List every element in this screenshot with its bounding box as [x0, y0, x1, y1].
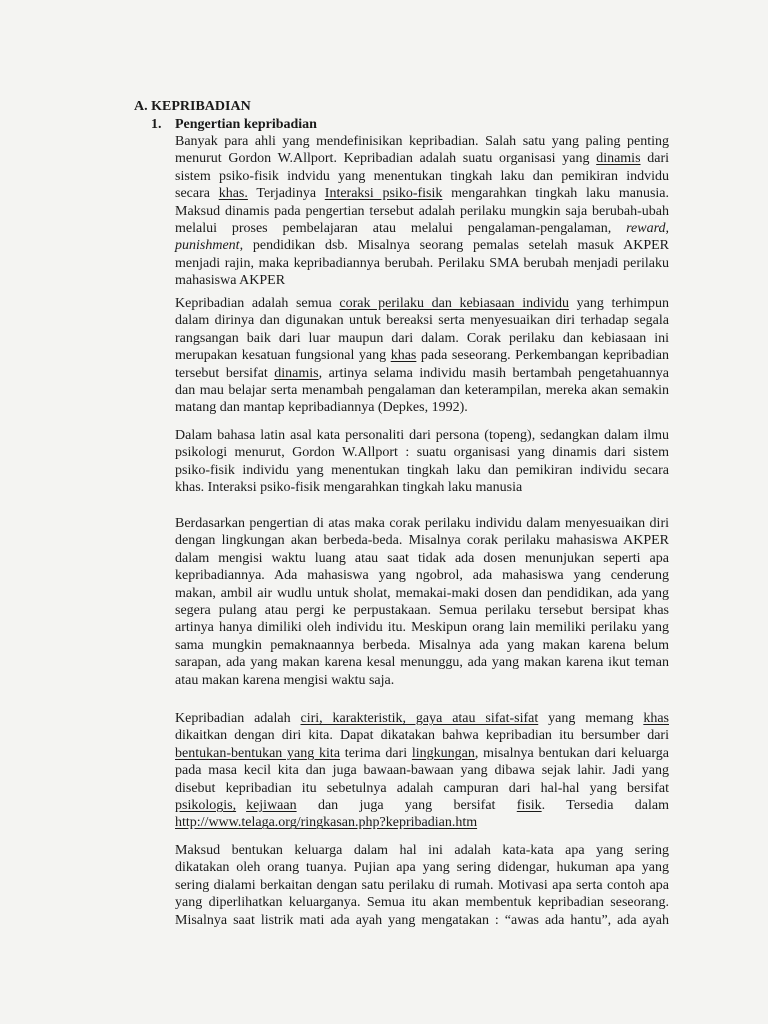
- paragraph-line: [175, 427, 669, 444]
- paragraph-line: [175, 567, 669, 584]
- paragraph-5: [175, 710, 669, 832]
- underlined-term: psikologis,: [175, 798, 237, 814]
- text-run: dikatakan oleh orang tuanya. Pujian apa yang sering didengar, hukuman apa yang: [175, 860, 669, 876]
- text-run: matang dan mantap kepribadiannya (Depkes, 1992).: [175, 400, 468, 416]
- underlined-term: lingkungan: [411, 745, 475, 761]
- underlined-term: ciri, karakteristik, gaya atau sifat-sifat: [300, 711, 539, 726]
- text-run: dikaitkan dengan diri kita. Dapat dikatakan bahwa kepribadian itu bersumber dari: [175, 728, 669, 744]
- paragraph-line: [175, 710, 669, 727]
- text-run: ,: [607, 221, 612, 237]
- paragraph-6: [175, 842, 669, 929]
- text-run: Maksud bentukan keluarga dalam hal ini adalah kata-kata apa yang sering: [175, 843, 669, 858]
- source-link[interactable]: http://www.telaga.org/ringkasan.php?kepribadian.htm: [175, 815, 478, 831]
- text-run: Terjadinya: [247, 186, 325, 202]
- paragraph-line: [175, 727, 669, 744]
- paragraph-line: [175, 220, 669, 237]
- text-run: yang memang: [538, 711, 644, 726]
- text-run: menurut Gordon W.Allport. Kepribadian adalah suatu organisasi yang: [175, 151, 597, 167]
- underlined-term: fisik: [516, 798, 542, 814]
- paragraph-line: [175, 745, 669, 762]
- text-run: menjadi rajin, maka kepribadiannya berubah. Perilaku SMA berubah menjadi perilaku: [175, 255, 669, 271]
- paragraph-3: [175, 427, 669, 497]
- paragraph-line: [175, 462, 669, 479]
- text-run: dalam mengisi waktu luang atau saat tidak ada dosen menunjukan seperti apa: [175, 550, 669, 566]
- text-run: dan juga yang bersifat: [296, 798, 517, 814]
- text-run: . Tersedia dalam: [541, 798, 670, 814]
- text-run: dan mau belajar serta menambah pengalaman dan keterampilan, mereka akan semakin: [175, 383, 669, 399]
- paragraph-line: [175, 637, 669, 654]
- paragraph-line: [175, 312, 669, 329]
- paragraph-line: [175, 532, 669, 549]
- paragraph-line: [175, 672, 669, 689]
- italic-term: punishment: [175, 238, 240, 254]
- paragraph-line: [175, 585, 669, 602]
- paragraph-line: [175, 347, 669, 364]
- text-run: , pendidikan dsb. Misalnya seorang pemalas setelah masuk AKPER: [239, 238, 669, 254]
- text-run: sama mungkin pemaknaannya berbeda. Misalnya ada yang makan karena belum: [175, 637, 669, 653]
- underlined-term: kejiwaan: [246, 798, 297, 814]
- text-run: pada seseorang. Perkembangan kepribadian: [416, 348, 669, 364]
- text-run: Berdasarkan pengertian di atas maka corak perilaku individu dalam menyesuaikan diri: [175, 516, 669, 531]
- paragraph-line: [175, 133, 669, 150]
- text-run: mengarahkan tingkah laku manusia.: [442, 186, 670, 202]
- italic-term: reward,: [626, 221, 670, 237]
- text-run: melalui proses pembelajaran atau melalui pengalaman-pengalaman: [175, 221, 608, 237]
- subsection-number: 1.: [151, 117, 162, 132]
- text-run: disebut kepribadian itu sebetulnya adalah campuran dari hal-hal yang bersifat: [175, 780, 669, 796]
- paragraph-line: [175, 399, 669, 416]
- underlined-term: dinamis: [274, 365, 319, 381]
- paragraph-line: [175, 515, 669, 532]
- paragraph-line: [175, 894, 669, 911]
- paragraph-line: [175, 237, 669, 254]
- subsection-heading: [151, 116, 317, 134]
- text-run: dari: [640, 151, 669, 167]
- text-run: kepribadiannya. Ada mahasiswa yang ngobrol, ada mahasiswa yang cenderung: [175, 568, 669, 584]
- underlined-term: dinamis: [596, 151, 641, 167]
- paragraph-line: [175, 382, 669, 399]
- text-run: , artinya selama individu masih bertambah pengetahuannya: [318, 365, 670, 381]
- paragraph-line: [175, 654, 669, 671]
- text-run: secara: [175, 186, 219, 202]
- paragraph-line: [175, 168, 669, 185]
- underlined-term: bentukan-bentukan yang kita: [175, 745, 341, 761]
- text-run: sarapan, ada yang makan karena kesal menunggu, ada yang makan karena ikut teman: [175, 655, 669, 671]
- paragraph-line: [175, 842, 669, 859]
- paragraph-line: [175, 365, 669, 382]
- text-run: sistem psiko-fisik indvidu yang menentukan tingkah laku dan pemikiran indvidu: [175, 168, 669, 184]
- paragraph-line: [175, 550, 669, 567]
- paragraph-line: [175, 295, 669, 312]
- paragraph-line: [175, 859, 669, 876]
- underlined-term: khas.: [218, 186, 248, 202]
- text-run: psiko-fisik individu yang menentukan tingkah laku dan pemikiran individu secara: [175, 462, 669, 478]
- text-run: , misalnya bentukan dari keluarga: [474, 745, 669, 761]
- text-run: makan, ambil air wudlu untuk sholat, memakai-maki dosen dan pendidikan, ada yang: [175, 585, 669, 601]
- paragraph-line: [175, 797, 669, 814]
- text-run: Kepribadian adalah: [175, 711, 301, 726]
- paragraph-line: [175, 203, 669, 220]
- paragraph-line: [175, 619, 669, 636]
- underlined-term: khas: [643, 711, 669, 726]
- text-run: yang terhimpun: [568, 296, 669, 311]
- text-run: dengan lingkungan akan berbeda-beda. Misalnya corak perilaku mahasiswa AKPER: [175, 533, 669, 549]
- underlined-term: corak perilaku dan kebiasaan individu: [339, 296, 569, 311]
- section-heading: A. KEPRIBADIAN: [134, 99, 251, 114]
- subsection-title: Pengertian kepribadian: [175, 117, 317, 132]
- paragraph-line: [175, 444, 669, 461]
- paragraph-line: [175, 185, 669, 202]
- text-run: atau makan karena mengisi waktu saja.: [175, 672, 395, 688]
- text-run: psikologi menurut, Gordon W.Allport : suatu organisasi yang dinamis dari sistem: [175, 445, 669, 461]
- text-run: Kepribadian adalah semua: [175, 296, 340, 311]
- paragraph-line: [175, 602, 669, 619]
- text-run: rangsangan baik dari luar maupun dari dalam. Corak perilaku dan kebiasaan ini: [175, 330, 669, 346]
- text-run: tersebut bersifat: [175, 365, 275, 381]
- paragraph-line: [175, 272, 669, 289]
- paragraph-line: [175, 780, 669, 797]
- paragraph-line: [175, 150, 669, 167]
- underlined-term: khas: [390, 348, 417, 364]
- text-run: Dalam bahasa latin asal kata personaliti dari persona (topeng), sedangkan dalam ilmu: [175, 428, 669, 443]
- paragraph-2: [175, 295, 669, 417]
- paragraph-line: [175, 877, 669, 894]
- text-run: sering dialami berkaitan dengan satu perilaku di rumah. Motivasi apa serta contoh apa: [175, 877, 669, 893]
- paragraph-line: [175, 479, 669, 496]
- text-run: terima dari: [340, 745, 412, 761]
- text-run: yang diperlihatkan keluarganya. Semua itu akan membentuk kepribadian seseorang.: [175, 895, 669, 911]
- text-run: artinya hanya dimiliki oleh individu itu. Meskipun orang lain memiliki perilaku yang: [175, 620, 669, 636]
- paragraph-4: [175, 515, 669, 689]
- paragraph-line: [175, 762, 669, 779]
- text-run: Maksud dinamis pada pengertian tersebut adalah perilaku mungkin saja berubah-ubah: [175, 203, 669, 219]
- text-run: mahasiswa AKPER: [175, 273, 286, 289]
- paragraph-line: [175, 814, 669, 831]
- text-run: segera pulang atau pergi ke perpustakaan. Semua perilaku tersebut bersipat khas: [175, 603, 669, 619]
- text-run: merupakan kesatuan fungsional yang: [175, 348, 391, 364]
- paragraph-line: [175, 255, 669, 272]
- text-run: dalam dirinya dan digunakan untuk bereaksi serta menyesuaikan diri terhadap segala: [175, 313, 669, 329]
- text-run: pada masa kecil kita dan juga bawaan-bawaan yang dibawa sejak lahir. Jadi yang: [175, 763, 669, 779]
- text-run: khas. Interaksi psiko-fisik mengarahkan tingkah laku manusia: [175, 480, 523, 496]
- text-run: Banyak para ahli yang mendefinisikan kepribadian. Salah satu yang paling penting: [175, 134, 669, 149]
- paragraph-line: [175, 912, 669, 929]
- paragraph-line: [175, 330, 669, 347]
- text-run: Misalnya saat listrik mati ada ayah yang mengatakan : “awas ada hantu”, ada ayah: [175, 912, 669, 928]
- paragraph-1: [175, 133, 669, 290]
- underlined-term: Interaksi psiko-fisik: [324, 186, 443, 202]
